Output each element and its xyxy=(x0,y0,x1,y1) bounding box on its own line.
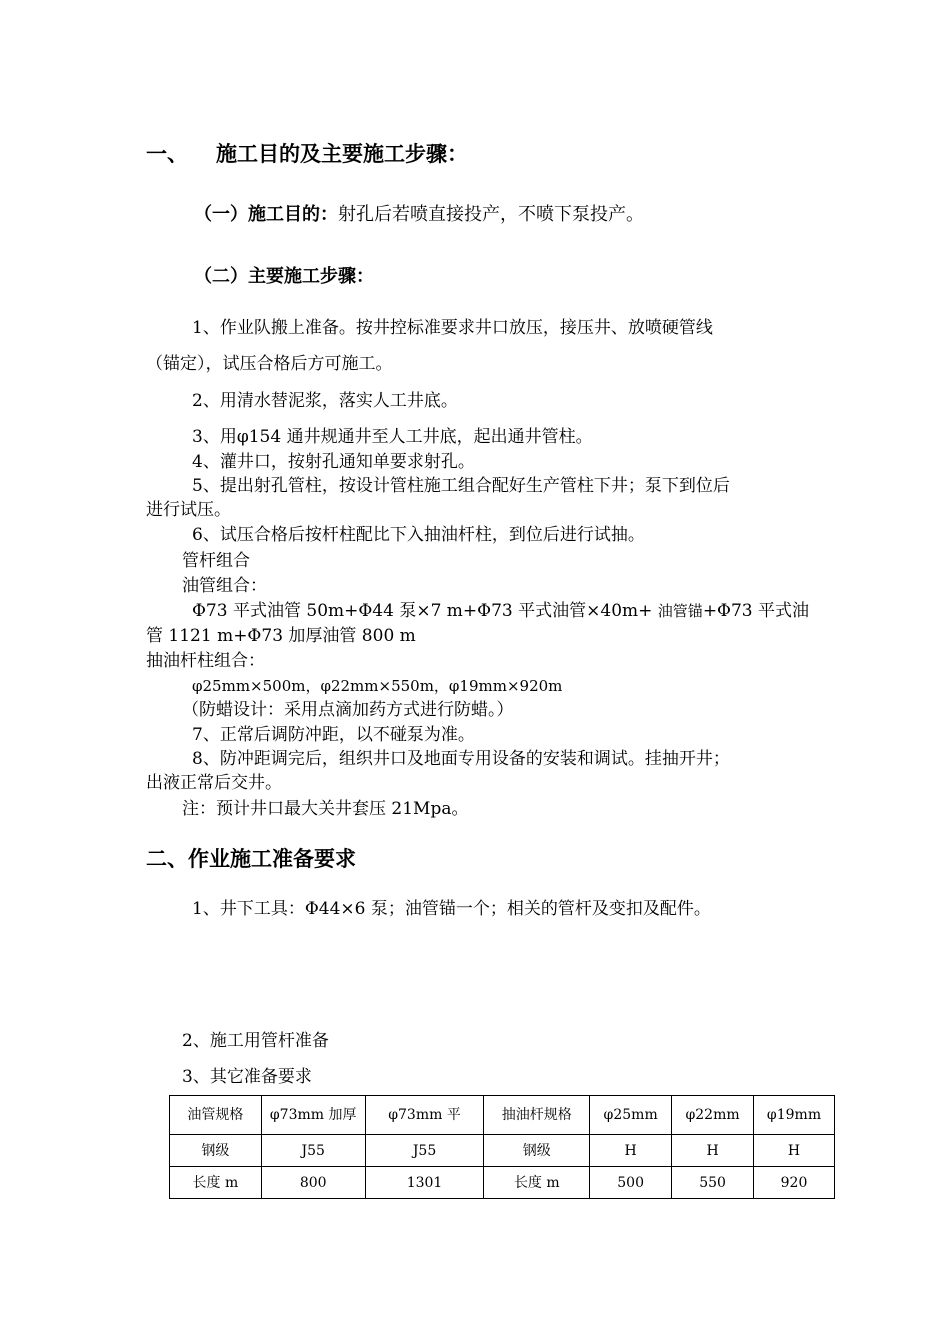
other-prep: 3、其它准备要求 xyxy=(182,1067,312,1087)
step-1-line-2: （锚定），试压合格后方可施工。 xyxy=(146,354,393,374)
table-cell: φ25mm xyxy=(590,1096,672,1135)
table-row xyxy=(170,1167,835,1199)
table-cell: 500 xyxy=(590,1167,672,1199)
table-cell: 800 xyxy=(261,1167,365,1199)
table-cell: 油管规格 xyxy=(170,1096,262,1135)
step-8-line-1: 8、防冲距调完后，组织井口及地面专用设备的安装和调试。挂抽开井； xyxy=(192,749,730,769)
purpose-text: 射孔后若喷直接投产，不喷下泵投产。 xyxy=(338,204,644,225)
step-2: 2、用清水替泥浆，落实人工井底。 xyxy=(192,391,458,411)
table-cell: 920 xyxy=(754,1167,835,1199)
table-cell: J55 xyxy=(365,1135,484,1167)
tubing-title: 油管组合： xyxy=(182,576,267,596)
pressure-note: 注：预计井口最大关井套压 21Mpa。 xyxy=(182,799,469,819)
downhole-tools: 1、井下工具：Φ44×6 泵；油管锚一个；相关的管杆及变扣及配件。 xyxy=(192,899,711,919)
table-cell: H xyxy=(672,1135,754,1167)
step-3: 3、用φ154 通井规通井至人工井底，起出通井管柱。 xyxy=(192,427,593,447)
table-cell: φ73mm 加厚 xyxy=(261,1096,365,1135)
step-1-line-1: 1、作业队搬上准备。按井控标准要求井口放压，接压井、放喷硬管线 xyxy=(192,318,713,338)
table-cell: 钢级 xyxy=(484,1135,590,1167)
tubing-combo-part-a: Φ73 平式油管 50m+Φ44 泵×7 m+Φ73 平式油管×40m+ xyxy=(192,601,658,621)
pipe-rod-prep: 2、施工用管杆准备 xyxy=(182,1031,329,1051)
section1-number: 一、 xyxy=(146,142,188,166)
wax-note: （防蜡设计：采用点滴加药方式进行防蜡。） xyxy=(182,700,514,720)
table-cell: 550 xyxy=(672,1167,754,1199)
table-cell: φ19mm xyxy=(754,1096,835,1135)
purpose-paragraph xyxy=(194,203,644,227)
purpose-label: （一）施工目的： xyxy=(194,204,338,225)
step-5-line-1: 5、提出射孔管柱，按设计管柱施工组合配好生产管柱下井；泵下到位后 xyxy=(192,476,730,496)
table-cell: H xyxy=(590,1135,672,1167)
step-6: 6、试压合格后按杆柱配比下入抽油杆柱，到位后进行试抽。 xyxy=(192,525,645,545)
tubing-combo-part-b: +Φ73 平式油 xyxy=(702,601,810,621)
table-cell: 抽油杆规格 xyxy=(484,1096,590,1135)
table-row xyxy=(170,1135,835,1167)
table-cell: 长度 m xyxy=(170,1167,262,1199)
rod-combo: φ25mm×500m，φ22mm×550m，φ19mm×920m xyxy=(192,677,563,695)
table-cell: H xyxy=(754,1135,835,1167)
table-cell: J55 xyxy=(261,1135,365,1167)
tubing-combo-line-2: 管 1121 m+Φ73 加厚油管 800 m xyxy=(146,626,416,646)
combo-title: 管杆组合 xyxy=(182,551,250,571)
table-cell: 1301 xyxy=(365,1167,484,1199)
table-cell: φ73mm 平 xyxy=(365,1096,484,1135)
tubing-combo-line-1 xyxy=(192,600,809,622)
steps-heading: （二）主要施工步骤： xyxy=(194,266,374,287)
section2-title: 二、作业施工准备要求 xyxy=(146,847,356,871)
pipe-rod-spec-table xyxy=(169,1095,835,1199)
tubing-anchor: 油管锚 xyxy=(657,602,703,620)
table-cell: φ22mm xyxy=(672,1096,754,1135)
table-row xyxy=(170,1096,835,1135)
step-8-line-2: 出液正常后交井。 xyxy=(146,773,282,793)
table-cell: 长度 m xyxy=(484,1167,590,1199)
step-7: 7、正常后调防冲距，以不碰泵为准。 xyxy=(192,725,475,745)
table-cell: 钢级 xyxy=(170,1135,262,1167)
section1-title: 施工目的及主要施工步骤： xyxy=(216,142,468,166)
step-4: 4、灌井口，按射孔通知单要求射孔。 xyxy=(192,452,475,472)
rod-title: 抽油杆柱组合： xyxy=(146,651,265,671)
step-5-line-2: 进行试压。 xyxy=(146,500,231,520)
